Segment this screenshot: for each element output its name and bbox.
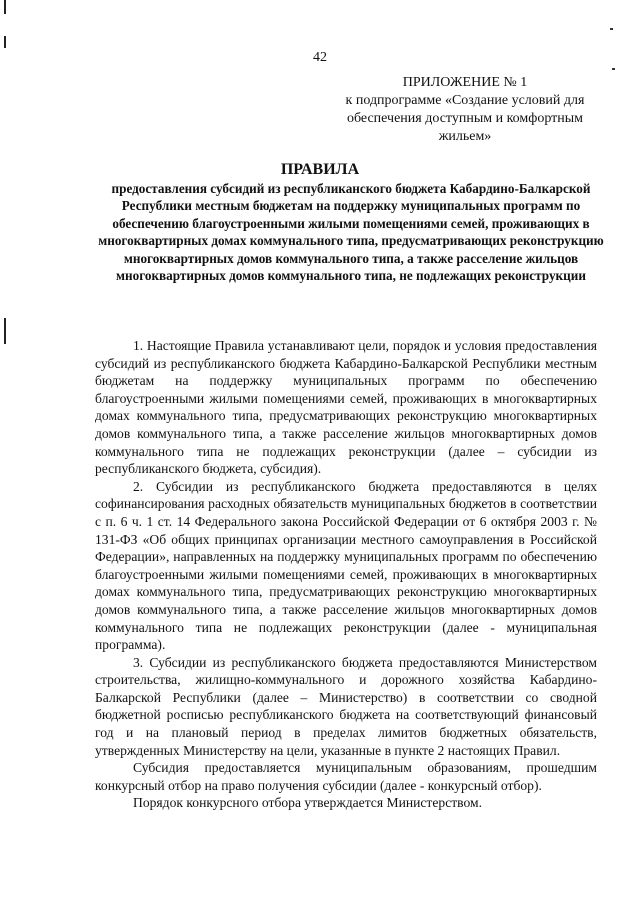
appendix-heading: ПРИЛОЖЕНИЕ № 1: [402, 75, 528, 90]
paragraph-2: 2. Субсидии из республиканского бюджета предоставляются в целях софинансирования расходных обязательств муниципальных бюджетов в соответствии с п. 6 ч. 1 ст. 14 Федерального закона Российской Федерации от 6 октября 2003 г. № 131-ФЗ «Об общих принципах организации местного самоуправления в Российской Федерации», направленных на поддержку муниципальных программ по обеспечению благоустроенными жилыми помещениями семей, проживающих в многоквартирных домах коммунального типа, предусматривающих реконструкцию многоквартирных домов коммунального типа, а также расселение жильцов многоквартирных домов коммунального типа не подлежащих реконструкции (далее - муниципальная программа).: [95, 478, 597, 653]
document-body: [95, 337, 597, 812]
paragraph-5: Порядок конкурсного отбора утверждается Министерством.: [133, 795, 483, 811]
document-subtitle: предоставления субсидий из республиканского бюджета Кабардино-Балкарской Республики местным бюджетам на поддержку муниципальных программ по обеспечению благоустроенными жилыми помещениями семей, проживающих в многоквартирных домах коммунального типа, предусматривающих реконструкцию многоквартирных домов коммунального типа, а также расселение жильцов многоквартирных домов коммунального типа, не подлежащих реконструкции: [98, 181, 604, 284]
binding-mark: [4, 0, 6, 14]
scan-speck: [612, 68, 615, 70]
document-title: ПРАВИЛА: [280, 161, 360, 178]
page-number: 42: [313, 50, 327, 65]
appendix-block: [340, 74, 590, 146]
paragraph-1: 1. Настоящие Правила устанавливают цели, порядок и условия предоставления субсидий из республиканского бюджета Кабардино-Балкарской Республики местным бюджетам на поддержку муниципальных программ по обеспечению благоустроенными жилыми помещениями семей, проживающих в многоквартирных домах коммунального типа, предусматривающих реконструкцию многоквартирных домов коммунального типа, а также расселение жильцов многоквартирных домов коммунального типа не подлежащих реконструкции (далее – субсидии из республиканского бюджета, субсидия).: [95, 338, 597, 477]
binding-mark: [4, 318, 6, 344]
paragraph-4: Субсидия предоставляется муниципальным образованиям, прошедшим конкурсный отбор на право получения субсидии (далее - конкурсный отбор).: [95, 760, 597, 793]
paragraph-3: 3. Субсидии из республиканского бюджета предоставляются Министерством строительства, жилищно-коммунального и дорожного хозяйства Кабардино-Балкарской Республики (далее – Министерство) в соответствии со сводной бюджетной росписью республиканского бюджета на соответствующий финансовый год и на плановый период в пределах лимитов бюджетных обязательств, утвержденных Министерству на цели, указанные в пункте 2 настоящих Правил.: [95, 654, 597, 758]
appendix-text: к подпрограмме «Создание условий для обеспечения доступным и комфортным жильем»: [345, 93, 585, 144]
scan-speck: [610, 28, 613, 30]
binding-mark: [4, 36, 6, 48]
